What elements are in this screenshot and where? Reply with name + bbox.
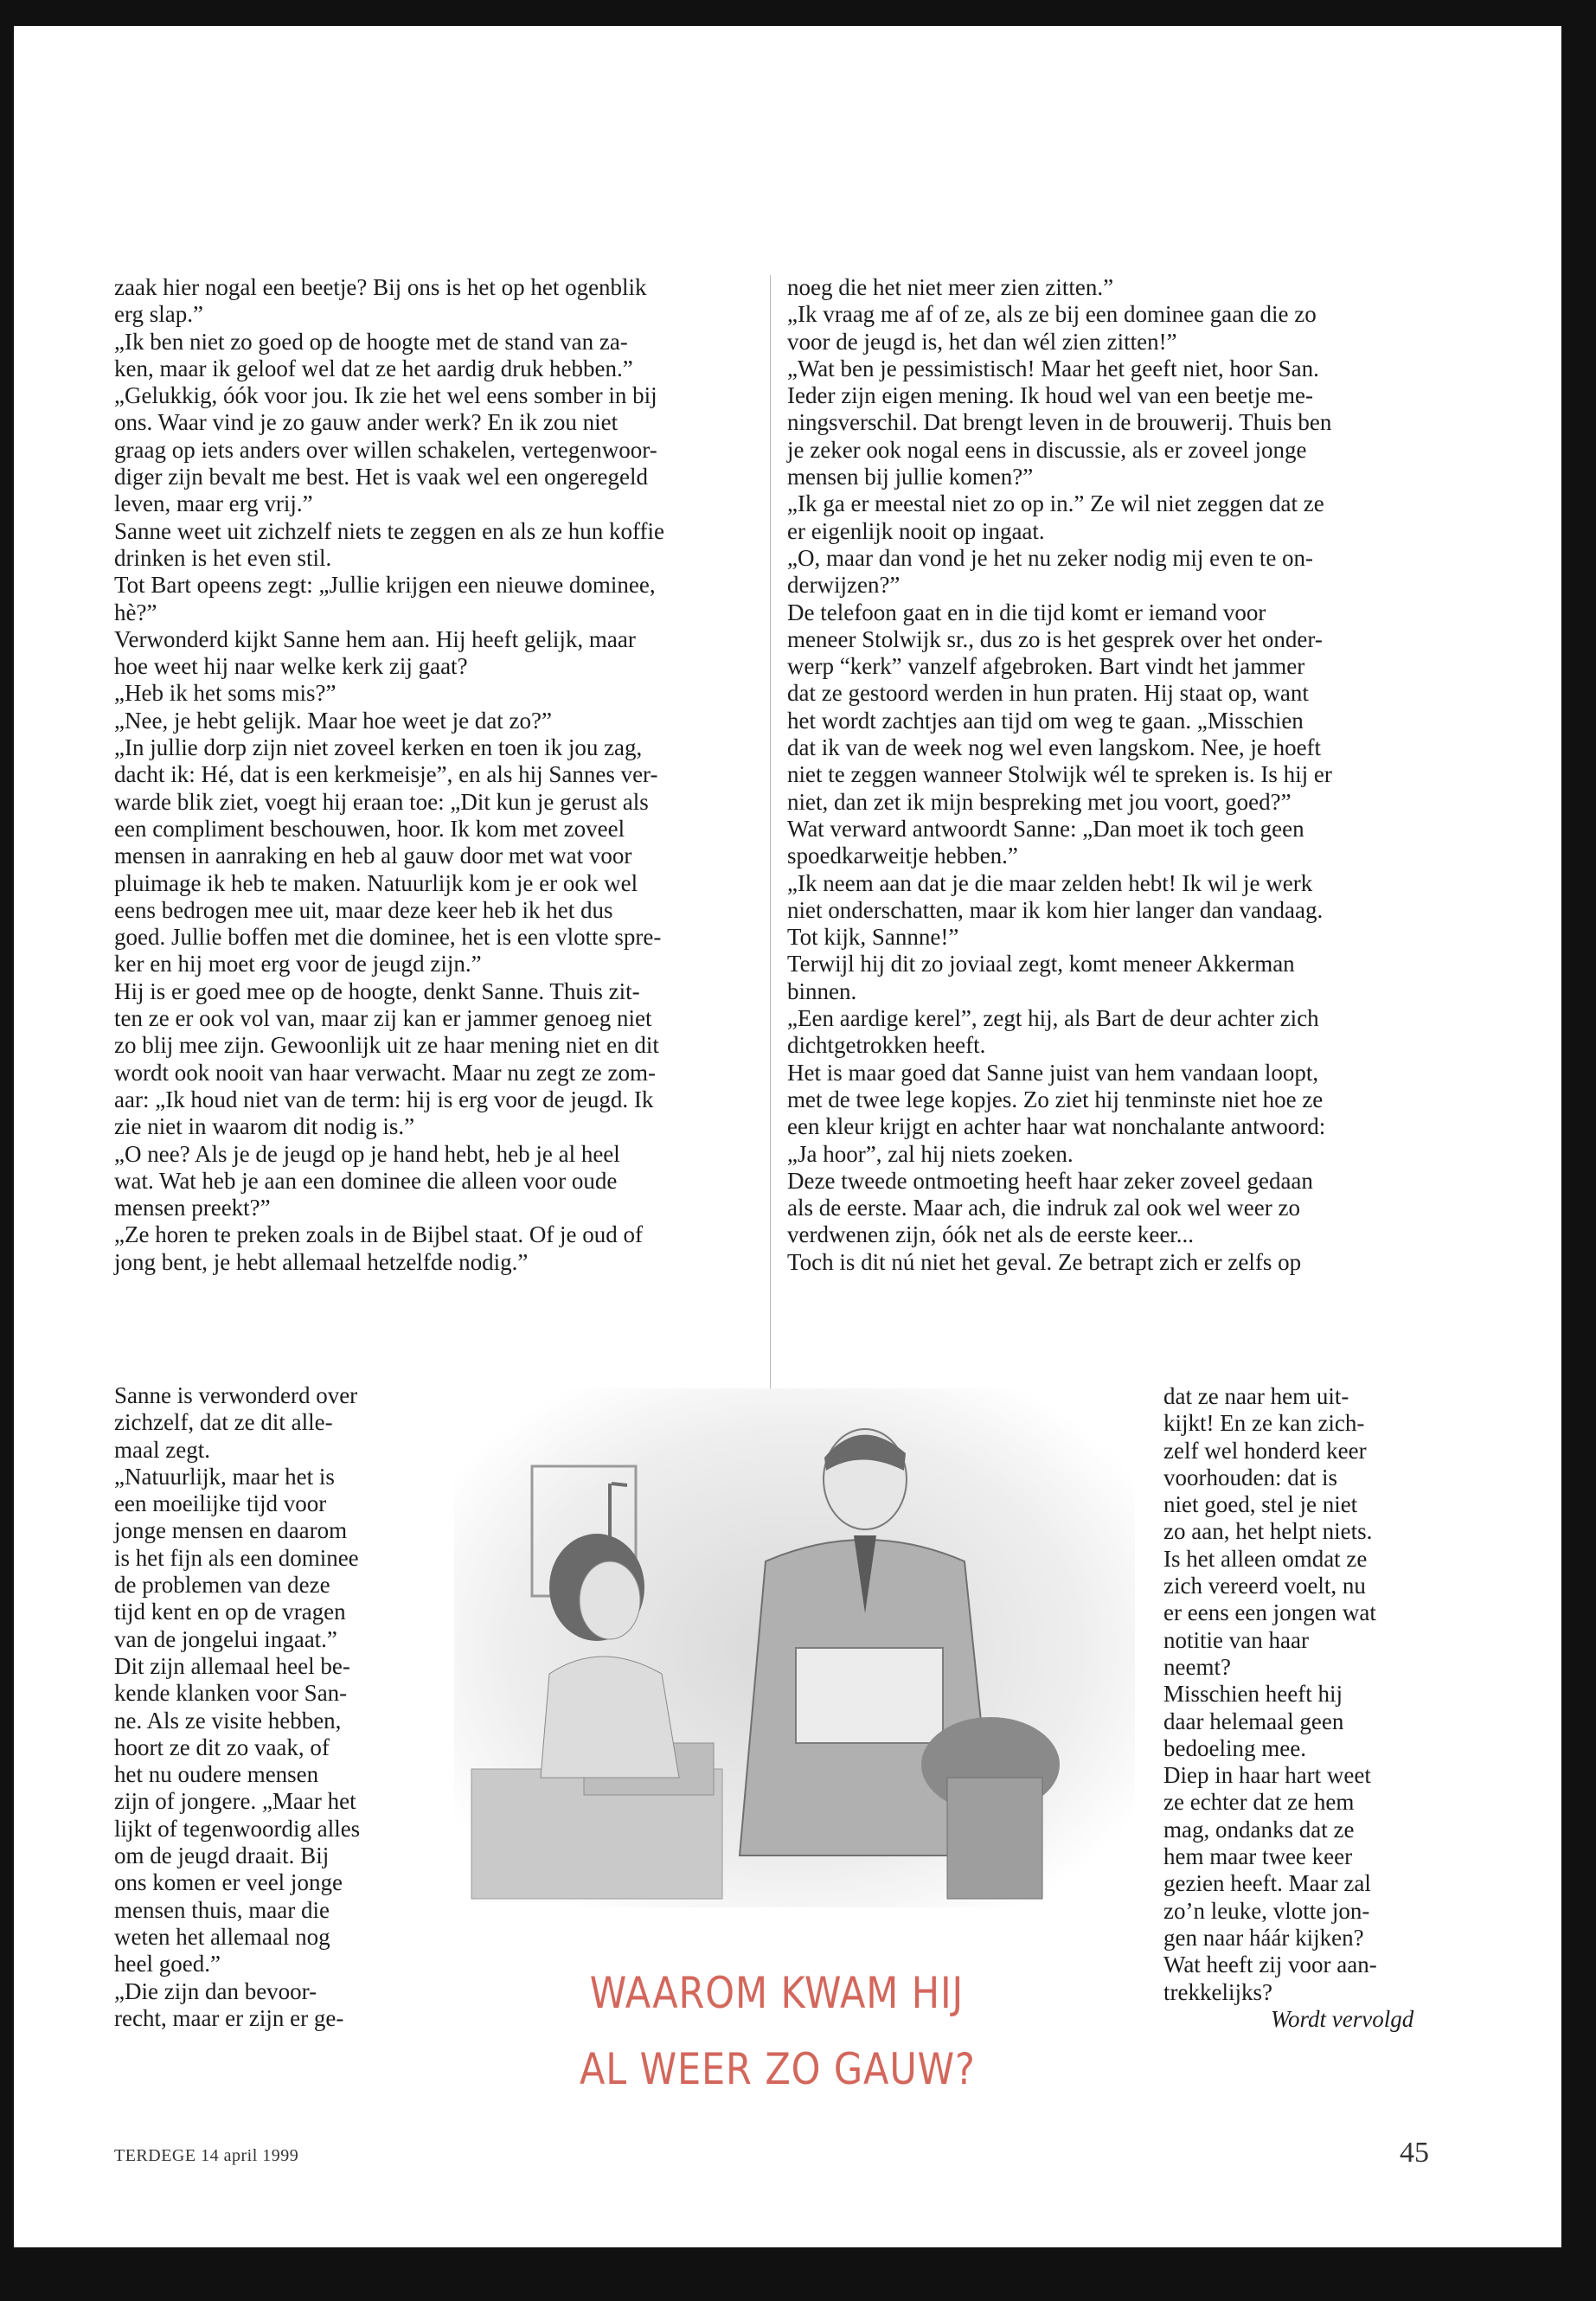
scan-border-top	[0, 0, 1596, 26]
text-line: de problemen van deze	[114, 1572, 330, 1599]
text-line: Misschien heeft hij	[1163, 1681, 1343, 1708]
text-line: Diep in haar hart weet	[1163, 1762, 1371, 1789]
text-line: zo’n leuke, vlotte jon-	[1163, 1897, 1370, 1924]
publication-footer: TERDEGE 14 april 1999	[114, 2146, 299, 2165]
text-line: meneer Stolwijk sr., dus zo is het gesprek over het onder-	[787, 625, 1323, 652]
text-line: maal zegt.	[114, 1436, 210, 1463]
text-line: „In jullie dorp zijn niet zoveel kerken en toen ik jou zag,	[114, 734, 643, 761]
text-line: wat. Wat heb je aan een dominee die alleen voor oude	[114, 1167, 618, 1194]
text-line: zo aan, het helpt niets.	[1163, 1518, 1373, 1545]
text-line: „Ik ben niet zo goed op de hoogte met de stand van za-	[114, 328, 628, 355]
text-line: ze echter dat ze hem	[1163, 1789, 1355, 1816]
text-line: een kleur krijgt en achter haar wat nonchalante antwoord:	[787, 1113, 1326, 1140]
text-line: Sanne weet uit zichzelf niets te zeggen en als ze hun koffie	[114, 517, 664, 544]
text-line: daar helemaal geen	[1163, 1708, 1344, 1734]
text-line: ten ze er ook vol van, maar zij kan er jammer genoeg niet	[114, 1005, 652, 1032]
text-line: ningsverschil. Dat brengt leven in de brouwerij. Thuis ben	[787, 409, 1332, 436]
text-line: ker en hij moet erg voor de jeugd zijn.”	[114, 951, 482, 977]
text-line: werp “kerk” vanzelf afgebroken. Bart vindt het jammer	[787, 653, 1305, 680]
text-line: „Ja hoor”, zal hij niets zoeken.	[787, 1140, 1074, 1167]
text-line: dat ik van de week nog wel even langskom. Nee, je hoeft	[787, 734, 1322, 761]
text-line: eens bedrogen mee uit, maar deze keer heb ik het dus	[114, 896, 613, 923]
text-line: hem maar twee keer	[1163, 1843, 1353, 1870]
text-line: spoedkarweitje hebben.”	[787, 843, 1018, 869]
text-line: je zeker ook nogal eens in discussie, als er zoveel jonge	[787, 436, 1307, 463]
text-line: graag op iets anders over willen schakelen, vertegenwoor-	[114, 436, 657, 463]
text-line: kende klanken voor San-	[114, 1680, 348, 1707]
scan-border-right	[1561, 0, 1596, 2301]
text-line: weten het allemaal nog	[114, 1923, 330, 1950]
text-line: niet onderschatten, maar ik kom hier langer dan vandaag.	[787, 896, 1324, 923]
scan-border-bottom	[0, 2247, 1596, 2301]
text-line: dat ze naar hem uit-	[1163, 1383, 1349, 1409]
text-line: niet te zeggen wanneer Stolwijk wél te spreken is. Is hij er	[787, 761, 1332, 788]
text-line: een moeilijke tijd voor	[114, 1490, 327, 1517]
text-line: mensen thuis, maar die	[114, 1896, 330, 1923]
headline-line-1: WAAROM KWAM HIJ	[589, 1968, 965, 2018]
text-line: kijkt! En ze kan zich-	[1163, 1410, 1365, 1437]
text-line: tijd kent en op de vragen	[114, 1599, 346, 1625]
text-line: „Ze horen te preken zoals in de Bijbel staat. Of je oud of	[114, 1221, 644, 1248]
text-line: om de jeugd draait. Bij	[114, 1843, 330, 1869]
left-text-column	[114, 274, 775, 1276]
text-line: Is het alleen omdat ze	[1163, 1545, 1368, 1572]
scan-border-left	[0, 0, 14, 2301]
text-line: Verwonderd kijkt Sanne hem aan. Hij heeft gelijk, maar	[114, 625, 636, 652]
text-line: lijkt of tegenwoordig alles	[114, 1815, 361, 1842]
woman-body	[541, 1657, 679, 1778]
text-line: hoort ze dit zo vaak, of	[114, 1734, 330, 1760]
right-narrow-text-column	[1163, 1383, 1432, 2033]
text-line: leven, maar erg vrij.”	[114, 490, 313, 517]
right-text-column	[787, 274, 1414, 1276]
text-line: diger zijn bevalt me best. Het is vaak wel een ongeregeld	[114, 464, 649, 490]
text-line: dacht ik: Hé, dat is een kerkmeisje”, en als hij Sannes ver-	[114, 761, 658, 788]
text-line: neemt?	[1163, 1653, 1231, 1680]
text-line: voor de jeugd is, het dan wél zien zitten!”	[787, 328, 1177, 355]
text-line: „Heb ik het soms mis?”	[114, 680, 337, 707]
text-line: niet goed, stel je niet	[1163, 1491, 1358, 1518]
text-line: „Ik ga er meestal niet zo op in.” Ze wil niet zeggen dat ze	[787, 490, 1324, 517]
cardboard-box	[796, 1648, 943, 1743]
text-line: jong bent, je hebt allemaal hetzelfde nodig.”	[114, 1248, 529, 1275]
text-line: warde blik ziet, voegt hij eraan toe: „Dit kun je gerust als	[114, 788, 649, 815]
page-number: 45	[1400, 2137, 1429, 2169]
text-line: „Nee, je hebt gelijk. Maar hoe weet je dat zo?”	[114, 707, 552, 734]
text-line: mensen bij jullie komen?”	[787, 464, 1034, 490]
text-line: verdwenen zijn, óók net als de eerste keer...	[787, 1221, 1195, 1248]
text-line: Dit zijn allemaal heel be-	[114, 1652, 350, 1679]
text-line: zelf wel honderd keer	[1163, 1437, 1367, 1464]
right-narrow-lines	[1163, 1383, 1432, 2006]
text-line: wordt ook nooit van haar verwacht. Maar nu zegt ze zom-	[114, 1059, 657, 1086]
text-line: „Een aardige kerel”, zegt hij, als Bart de deur achter zich	[787, 1005, 1319, 1032]
text-line: Toch is dit nú niet het geval. Ze betrapt zich er zelfs op	[787, 1248, 1302, 1275]
text-line: notitie van haar	[1163, 1626, 1309, 1653]
text-line: voorhouden: dat is	[1163, 1464, 1337, 1490]
text-line: drinken is het even stil.	[114, 544, 332, 571]
text-line: Wat heeft zij voor aan-	[1163, 1952, 1377, 1978]
text-line: erg slap.”	[114, 301, 203, 328]
text-line: pluimage ik heb te maken. Natuurlijk kom je er ook wel	[114, 869, 638, 896]
text-line: Ieder zijn eigen mening. Ik houd wel van een beetje me-	[787, 382, 1314, 409]
left-narrow-text-column	[114, 1382, 417, 2032]
text-line: zie niet in waarom dit nodig is.”	[114, 1113, 415, 1140]
text-line: mensen preekt?”	[114, 1195, 271, 1221]
text-line: zo blij mee zijn. Gewoonlijk uit ze haar mening niet en dit	[114, 1032, 659, 1059]
text-line: zijn of jongere. „Maar het	[114, 1788, 356, 1815]
text-line: Tot kijk, Sannne!”	[787, 924, 959, 951]
text-line: is het fijn als een dominee	[114, 1544, 359, 1571]
text-line: „Ik neem aan dat je die maar zelden hebt! Ik wil je werk	[787, 869, 1313, 896]
text-line: hè?”	[114, 599, 157, 625]
story-illustration	[454, 1388, 1135, 1907]
text-line: dichtgetrokken heeft.	[787, 1032, 986, 1059]
text-line: een compliment beschouwen, hoor. Ik kom met zoveel	[114, 815, 625, 842]
text-line: „Wat ben je pessimistisch! Maar het geeft niet, hoor San.	[787, 355, 1319, 381]
text-line: zichzelf, dat ze dit alle-	[114, 1409, 333, 1436]
text-line: jonge mensen en daarom	[114, 1517, 348, 1544]
text-line: het nu oudere mensen	[114, 1761, 319, 1788]
text-line: recht, maar er zijn er ge-	[114, 2004, 344, 2031]
text-line: binnen.	[787, 977, 857, 1004]
text-line: gezien heeft. Maar zal	[1163, 1870, 1371, 1897]
text-line: niet, dan zet ik mijn bespreking met jou voort, goed?”	[787, 788, 1292, 815]
text-line: Deze tweede ontmoeting heeft haar zeker zoveel gedaan	[787, 1167, 1313, 1194]
text-line: „Natuurlijk, maar het is	[114, 1463, 335, 1490]
text-line: Sanne is verwonderd over	[114, 1382, 358, 1408]
text-line: zaak hier nogal een beetje? Bij ons is het op het ogenblik	[114, 274, 647, 300]
text-line: hoe weet hij naar welke kerk zij gaat?	[114, 653, 468, 680]
text-line: Wat verward antwoordt Sanne: „Dan moet ik toch geen	[787, 815, 1304, 842]
text-line: „O nee? Als je de jeugd op je hand hebt, heb je al heel	[114, 1140, 620, 1167]
text-line: trekkelijks?	[1163, 1978, 1272, 2005]
text-line: met de twee lege kopjes. Zo ziet hij tenminste niet hoe ze	[787, 1086, 1324, 1112]
woman-face	[580, 1561, 640, 1639]
text-line: mensen in aanraking en heb al gauw door met wat voor	[114, 843, 632, 869]
text-line: goed. Jullie boffen met die dominee, het is een vlotte spre-	[114, 924, 662, 951]
plant-pot	[947, 1778, 1042, 1899]
text-line: „O, maar dan vond je het nu zeker nodig mij even te on-	[787, 544, 1314, 571]
text-line: er eens een jongen wat	[1163, 1599, 1376, 1626]
text-line: Terwijl hij dit zo joviaal zegt, komt meneer Akkerman	[787, 951, 1295, 977]
text-line: ons komen er veel jonge	[114, 1869, 343, 1896]
text-line: De telefoon gaat en in die tijd komt er iemand voor	[787, 599, 1266, 625]
headline-line-2: AL WEER ZO GAUW?	[580, 2044, 976, 2094]
text-line: „Gelukkig, óók voor jou. Ik zie het wel eens somber in bij	[114, 382, 657, 409]
column-divider	[770, 275, 771, 1391]
text-line: bedoeling mee.	[1163, 1734, 1306, 1761]
text-line: ken, maar ik geloof wel dat ze het aardig druk hebben.”	[114, 355, 633, 381]
text-line: noeg die het niet meer zien zitten.”	[787, 274, 1114, 300]
text-line: er eigenlijk nooit op ingaat.	[787, 517, 1045, 544]
text-line: zich vereerd voelt, nu	[1163, 1573, 1366, 1599]
text-line: derwijzen?”	[787, 572, 901, 599]
text-line: als de eerste. Maar ach, die indruk zal ook wel weer zo	[787, 1195, 1300, 1221]
text-line: Het is maar goed dat Sanne juist van hem vandaan loopt,	[787, 1059, 1319, 1086]
text-line: Tot Bart opeens zegt: „Jullie krijgen een nieuwe dominee,	[114, 572, 656, 599]
text-line: ne. Als ze visite hebben,	[114, 1707, 342, 1734]
text-line: gen naar háár kijken?	[1163, 1924, 1364, 1951]
text-line: van de jongelui ingaat.”	[114, 1625, 337, 1652]
text-line: aar: „Ik houd niet van de term: hij is erg voor de jeugd. Ik	[114, 1086, 654, 1112]
text-line: heel goed.”	[114, 1951, 221, 1977]
to-be-continued: Wordt vervolgd	[1271, 2005, 1414, 2032]
text-line: dat ze gestoord werden in hun praten. Hij staat op, want	[787, 680, 1309, 707]
text-line: „Ik vraag me af of ze, als ze bij een dominee gaan die zo	[787, 301, 1317, 328]
text-line: ons. Waar vind je zo gauw ander werk? En ik zou niet	[114, 409, 619, 436]
text-line: Hij is er goed mee op de hoogte, denkt Sanne. Thuis zit-	[114, 977, 640, 1004]
text-line: het wordt zachtjes aan tijd om weg te gaan. „Misschien	[787, 707, 1304, 734]
text-line: „Die zijn dan bevoor-	[114, 1977, 317, 2004]
text-line: mag, ondanks dat ze	[1163, 1816, 1355, 1843]
